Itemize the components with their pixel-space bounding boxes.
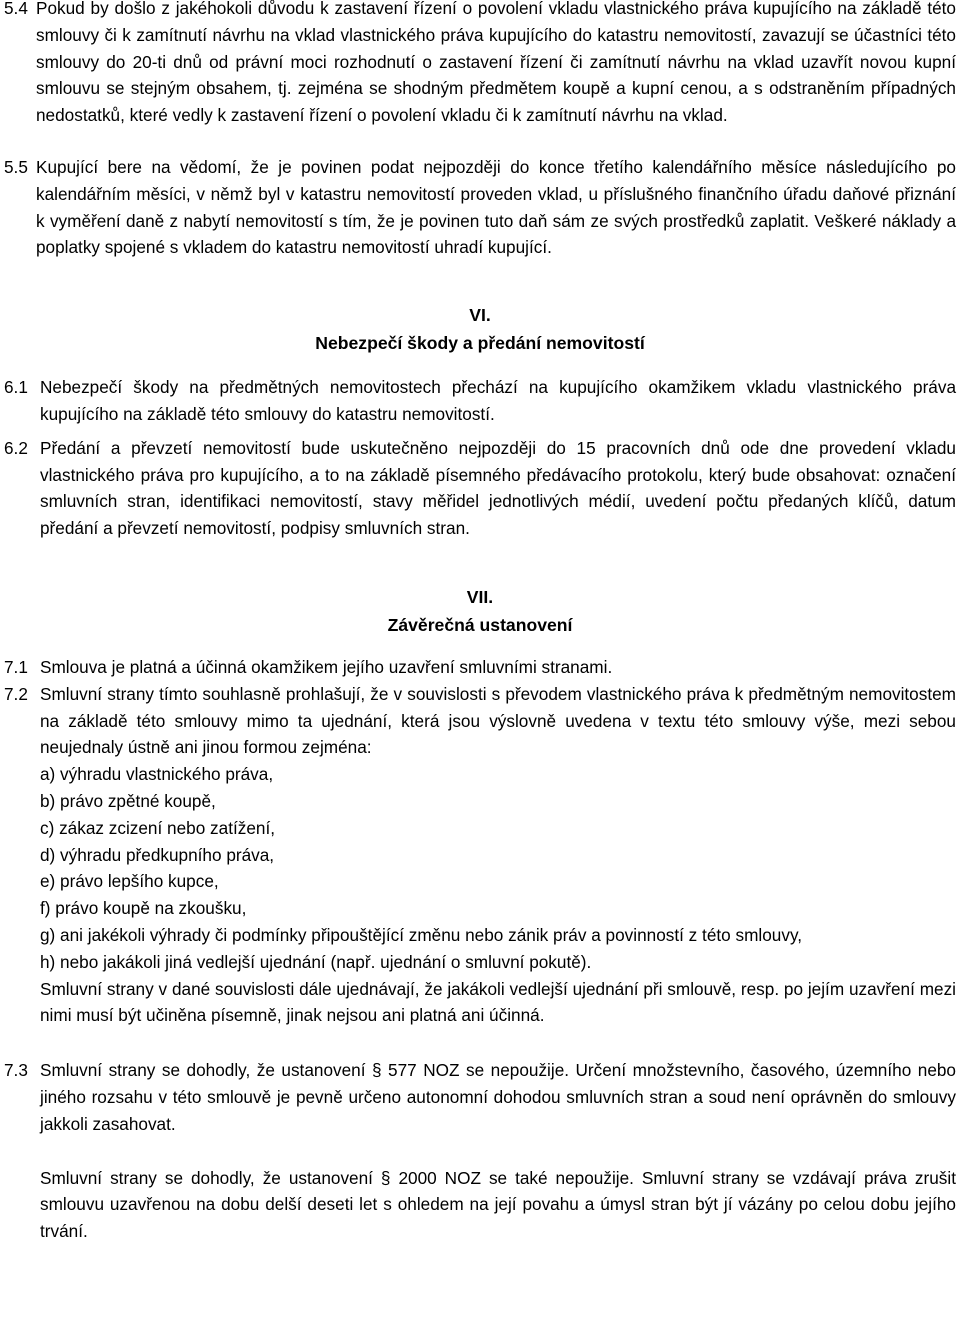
clause-text: Smlouva je platná a účinná okamžikem jejího uzavření smluvními stranami. [40, 656, 613, 677]
list-item: b) právo zpětné koupě, [40, 790, 216, 811]
article-number: VI. [469, 305, 491, 326]
clause-5-4 [4, 0, 956, 129]
clause-7-3-extra: Smluvní strany se dohodly, že ustanovení § 2000 NOZ se také nepoužije. Smluvní strany se vzdávají práva zrušit smlouvu uzavřenou na dobu delší deseti let s ohledem na její povahu a úmysl stran být jí vázány po celou dobu jejího trvání. [40, 1167, 956, 1242]
clause-number: 5.4 [4, 0, 28, 18]
clause-text: Smluvní strany se dohodly, že ustanovení § 577 NOZ se nepoužije. Určení množstevního, časového, územního nebo jiného rozsahu v této smlouvě je pevně určeno autonomní dohodou smluvních stran a soud není oprávněn do smlouvy jakkoli zasahovat. [40, 1060, 956, 1134]
list-item: e) právo lepšího kupce, [40, 871, 219, 892]
clause-number: 6.2 [4, 437, 28, 458]
list-item: h) nebo jakákoli jiná vedlejší ujednání (např. ujednání o smluvní pokutě). [40, 951, 592, 972]
clause-6-1 [4, 374, 956, 428]
clause-6-2 [4, 435, 956, 542]
clause-5-5 [4, 154, 956, 261]
clause-text: Nebezpečí škody na předmětných nemovitostech přechází na kupujícího okamžikem vkladu vlastnického práva kupujícího na základě této smlouvy do katastru nemovitostí. [40, 377, 956, 424]
clause-number: 7.2 [4, 683, 28, 704]
clause-number: 7.3 [4, 1060, 28, 1081]
clause-number: 6.1 [4, 377, 28, 398]
clause-7-1 [4, 654, 956, 681]
clause-text: Smluvní strany tímto souhlasně prohlašují, že v souvislosti s převodem vlastnického práva k předmětným nemovitostem na základě této smlouvy mimo ta ujednání, která jsou výslovně uvedena v textu této smlouvy výše, mezi sebou neujednaly ústně ani jinou formou zejména: [40, 683, 956, 758]
clause-text: Pokud by došlo z jakéhokoli důvodu k zastavení řízení o povolení vkladu vlastnického práva kupujícího na základě této smlouvy či k zamítnutí návrhu na vklad vlastnického práva kupujícího do katastru nemovitostí, zavazují se účastníci této smlouvy do 20-ti dnů od právní moci rozhodnutí o zastavení řízení či zamítnutí návrhu na vklad uzavřít novou kupní smlouvu se stejným obsahem, tj. zejména se shodným předmětem koupě a kupní cenou, a s odstraněním případných nedostatků, které vedly k zastavení řízení o povolení vkladu či k zamítnutí návrhu na vklad. [36, 0, 956, 126]
clause-7-2 [4, 681, 956, 761]
clause-text: Předání a převzetí nemovitostí bude uskutečněno nejpozději do 15 pracovních dnů ode dne provedení vkladu vlastnického práva pro kupujícího, a to na základě písemného předávacího protokolu, který bude obsahovat: označení smluvních stran, identifikaci nemovitostí, stavy měřidel jednotlivých médií, uvedení počtu předaných klíčů, datum předání a převzetí nemovitostí, podpisy smluvních stran. [40, 437, 956, 539]
list-item: d) výhradu předkupního práva, [40, 844, 275, 865]
clause-number: 7.1 [4, 656, 28, 677]
list-item: f) právo koupě na zkoušku, [40, 898, 247, 919]
clause-7-2-closing: Smluvní strany v dané souvislosti dále ujednávají, že jakákoli vedlejší ujednání při smlouvě, resp. po jejím uzavření mezi nimi musí být učiněna písemně, jinak nejsou ani platná ani účinná. [40, 978, 956, 1026]
article-title: Nebezpečí škody a předání nemovitostí [315, 333, 645, 354]
clause-text: Kupující bere na vědomí, že je povinen podat nejpozději do konce třetího kalendářního měsíce následujícího po kalendářním měsíci, v němž byl v katastru nemovitostí proveden vklad, u příslušného finančního úřadu daňové přiznání k vyměření daně z nabytí nemovitostí s tím, že je povinen tuto daň sám ze svých prostředků zaplatit. Veškeré náklady a poplatky spojené s vkladem do katastru nemovitostí uhradí kupující. [36, 156, 956, 258]
article-number: VII. [466, 586, 494, 607]
list-item: c) zákaz zcizení nebo zatížení, [40, 817, 276, 838]
clause-number: 5.5 [4, 156, 28, 177]
list-item: a) výhradu vlastnického práva, [40, 764, 274, 785]
article-title: Závěrečná ustanovení [387, 614, 573, 635]
clause-7-3 [4, 1057, 956, 1137]
list-item: g) ani jakékoli výhrady či podmínky připouštějící změnu nebo zánik práv a povinností z této smlouvy, [40, 924, 803, 945]
exclusions-list [4, 761, 956, 975]
